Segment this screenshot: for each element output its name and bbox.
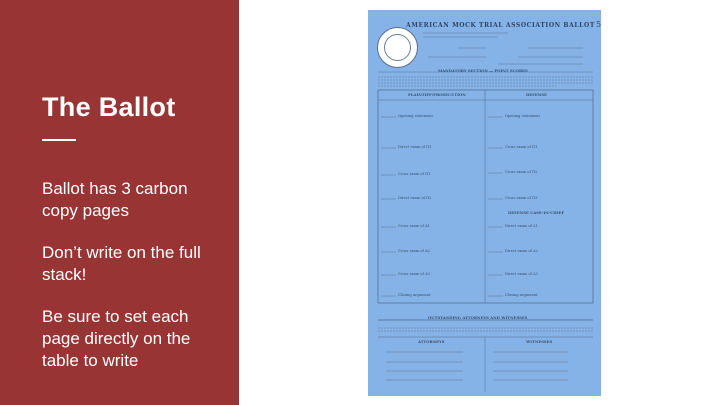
title-underline xyxy=(42,139,76,141)
ballot-image xyxy=(368,10,601,396)
ballot-col-defense: DEFENSE xyxy=(526,92,547,97)
ballot-defense-case: DEFENSE CASE-IN-CHIEF xyxy=(508,210,565,215)
bullet-carbon-copies: Ballot has 3 carbon copy pages xyxy=(42,179,188,220)
ballot-col-attorneys: ATTORNEYS xyxy=(418,339,445,344)
ballot-row: Cross exam of Δ3 xyxy=(398,272,430,276)
amta-seal-icon xyxy=(377,27,418,68)
ballot-col-plaintiff: PLAINTIFF/PROSECUTION xyxy=(408,92,466,97)
slide-title: The Ballot xyxy=(42,92,176,122)
ballot-row: Opening statement xyxy=(398,114,433,118)
ballot-page-number: 5 xyxy=(596,20,601,29)
ballot-row: Direct exam of Π2 xyxy=(398,196,432,200)
ballot-row: Cross exam of Π1 xyxy=(505,145,538,149)
ballot-section2-title: OUTSTANDING ATTORNEYS AND WITNESSES xyxy=(428,315,528,320)
bullet-list xyxy=(42,178,222,392)
title-panel xyxy=(0,0,239,405)
ballot-row: Direct exam of Δ1 xyxy=(505,224,538,228)
ballot-row: Opening statement xyxy=(505,114,540,118)
ballot-row: Cross exam of Π3 xyxy=(505,196,538,200)
ballot-row: Direct exam of Δ3 xyxy=(505,272,538,276)
bullet-set-page: Be sure to set each page directly on the table to write xyxy=(42,307,191,370)
ballot-section-title: MANDATORY SECTION — POINT SCORES xyxy=(438,68,528,73)
ballot-row: Cross exam of Δ2 xyxy=(398,249,430,253)
bullet-full-stack: Don’t write on the full stack! xyxy=(42,243,201,284)
ballot-row: Cross exam of Δ1 xyxy=(398,224,430,228)
ballot-row: Closing argument xyxy=(505,293,538,297)
ballot-col-witnesses: WITNESSES xyxy=(526,339,553,344)
ballot-row: Closing argument xyxy=(398,293,431,297)
ballot-heading: AMERICAN MOCK TRIAL ASSOCIATION BALLOT xyxy=(406,22,595,29)
ballot-row: Cross exam of Π1 xyxy=(398,172,431,176)
ballot-row: Cross exam of Π2 xyxy=(505,170,538,174)
ballot-row: Direct exam of Π1 xyxy=(398,145,432,149)
ballot-row: Direct exam of Δ2 xyxy=(505,249,538,253)
